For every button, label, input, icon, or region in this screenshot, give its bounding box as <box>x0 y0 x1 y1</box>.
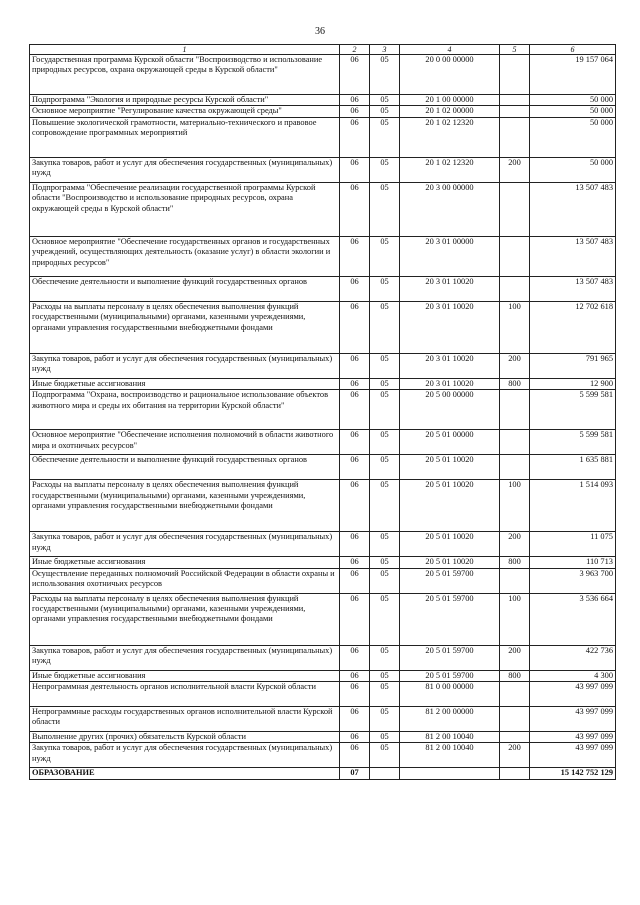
table-row <box>30 182 616 236</box>
row-target-article-cell: 20 5 01 10020 <box>400 557 500 568</box>
row-amount-cell: 13 507 483 <box>530 182 616 236</box>
row-expense-type-cell: 200 <box>500 743 530 768</box>
row-name-cell: Иные бюджетные ассигнования <box>30 378 340 389</box>
row-subsection-cell: 05 <box>370 593 400 645</box>
row-subsection-cell: 05 <box>370 106 400 117</box>
row-name-cell: Выполнение других (прочих) обязательств Курской области <box>30 732 340 743</box>
table-row <box>30 157 616 182</box>
row-expense-type-cell <box>500 455 530 480</box>
row-section-cell: 06 <box>340 568 370 593</box>
row-expense-type-cell: 800 <box>500 557 530 568</box>
row-expense-type-cell <box>500 707 530 732</box>
row-subsection-cell: 05 <box>370 568 400 593</box>
row-target-article-cell: 20 5 01 10020 <box>400 455 500 480</box>
row-subsection-cell: 05 <box>370 378 400 389</box>
row-name-cell: Иные бюджетные ассигнования <box>30 557 340 568</box>
row-subsection-cell: 05 <box>370 532 400 557</box>
row-target-article-cell: 20 1 02 00000 <box>400 106 500 117</box>
row-amount-cell: 13 507 483 <box>530 236 616 276</box>
row-amount-cell: 1 635 881 <box>530 455 616 480</box>
row-name-cell: Обеспечение деятельности и выполнение функций государственных органов <box>30 455 340 480</box>
row-section-cell: 07 <box>340 768 370 780</box>
row-target-article-cell: 20 5 01 59700 <box>400 645 500 670</box>
row-target-article-cell: 20 1 00 00000 <box>400 95 500 106</box>
row-name-cell: Государственная программа Курской области "Воспроизводство и использование природных ресурсов, охрана окружающей среды в Курской области" <box>30 55 340 95</box>
row-name-cell: Основное мероприятие "Обеспечение исполнения полномочий в области животного мира и охотничьих ресурсов" <box>30 430 340 455</box>
row-expense-type-cell: 100 <box>500 480 530 532</box>
row-name-cell: Расходы на выплаты персоналу в целях обеспечения выполнения функций государственными (муниципальными) органами, казенными учреждениями, органами управления государственными внебюджетными фондами <box>30 301 340 353</box>
table-row <box>30 117 616 157</box>
row-name-cell: Непрограммные расходы государственных органов исполнительной власти Курской области <box>30 707 340 732</box>
row-section-cell: 06 <box>340 593 370 645</box>
row-amount-cell: 3 536 664 <box>530 593 616 645</box>
row-section-cell: 06 <box>340 532 370 557</box>
row-target-article-cell: 20 1 02 12320 <box>400 157 500 182</box>
row-section-cell: 06 <box>340 430 370 455</box>
header-cell: 1 <box>30 45 340 55</box>
row-expense-type-cell <box>500 430 530 455</box>
row-subsection-cell <box>370 768 400 780</box>
row-amount-cell: 50 000 <box>530 106 616 117</box>
row-subsection-cell: 05 <box>370 670 400 681</box>
row-section-cell: 06 <box>340 557 370 568</box>
row-name-cell: Расходы на выплаты персоналу в целях обеспечения выполнения функций государственными (муниципальными) органами, казенными учреждениями, органами управления государственными внебюджетными фондами <box>30 593 340 645</box>
row-name-cell: Основное мероприятие "Обеспечение государственных органов и государственных учреждений, осуществляющих деятельность (оказание услуг) в области экологии и природных ресурсов" <box>30 236 340 276</box>
row-expense-type-cell: 200 <box>500 157 530 182</box>
row-section-cell: 06 <box>340 55 370 95</box>
row-expense-type-cell: 200 <box>500 353 530 378</box>
row-name-cell: Закупка товаров, работ и услуг для обеспечения государственных (муниципальных) нужд <box>30 157 340 182</box>
row-target-article-cell: 20 3 01 10020 <box>400 378 500 389</box>
row-amount-cell: 50 000 <box>530 157 616 182</box>
row-amount-cell: 50 000 <box>530 117 616 157</box>
table-row <box>30 732 616 743</box>
header-cell: 4 <box>400 45 500 55</box>
row-name-cell: Закупка товаров, работ и услуг для обеспечения государственных (муниципальных) нужд <box>30 645 340 670</box>
row-name-cell: Закупка товаров, работ и услуг для обеспечения государственных (муниципальных) нужд <box>30 532 340 557</box>
table-header-row <box>30 45 616 55</box>
row-target-article-cell: 20 3 00 00000 <box>400 182 500 236</box>
row-expense-type-cell: 800 <box>500 670 530 681</box>
row-expense-type-cell <box>500 768 530 780</box>
row-amount-cell: 50 000 <box>530 95 616 106</box>
row-target-article-cell: 81 2 00 10040 <box>400 743 500 768</box>
header-cell: 6 <box>530 45 616 55</box>
header-cell: 3 <box>370 45 400 55</box>
row-section-cell: 06 <box>340 645 370 670</box>
row-expense-type-cell <box>500 117 530 157</box>
row-amount-cell: 15 142 752 129 <box>530 768 616 780</box>
row-section-cell: 06 <box>340 455 370 480</box>
row-subsection-cell: 05 <box>370 117 400 157</box>
table-row <box>30 95 616 106</box>
row-name-cell: Подпрограмма "Экология и природные ресурсы Курской области" <box>30 95 340 106</box>
row-amount-cell: 110 713 <box>530 557 616 568</box>
row-section-cell: 06 <box>340 95 370 106</box>
row-section-cell: 06 <box>340 743 370 768</box>
row-amount-cell: 11 075 <box>530 532 616 557</box>
row-subsection-cell: 05 <box>370 645 400 670</box>
row-section-cell: 06 <box>340 301 370 353</box>
row-amount-cell: 791 965 <box>530 353 616 378</box>
table-row <box>30 378 616 389</box>
row-amount-cell: 19 157 064 <box>530 55 616 95</box>
row-section-cell: 06 <box>340 353 370 378</box>
row-expense-type-cell: 200 <box>500 532 530 557</box>
table-row <box>30 390 616 430</box>
row-expense-type-cell <box>500 55 530 95</box>
table-row <box>30 106 616 117</box>
table-row <box>30 455 616 480</box>
row-target-article-cell: 20 3 01 10020 <box>400 353 500 378</box>
row-subsection-cell: 05 <box>370 276 400 301</box>
row-section-cell: 06 <box>340 390 370 430</box>
row-target-article-cell: 20 0 00 00000 <box>400 55 500 95</box>
row-section-cell: 06 <box>340 236 370 276</box>
row-name-cell: Непрограммная деятельность органов исполнительной власти Курской области <box>30 682 340 707</box>
row-section-cell: 06 <box>340 707 370 732</box>
row-name-cell: Обеспечение деятельности и выполнение функций государственных органов <box>30 276 340 301</box>
table-row <box>30 353 616 378</box>
row-subsection-cell: 05 <box>370 732 400 743</box>
page-number: 36 <box>315 26 325 37</box>
row-name-cell: Основное мероприятие "Регулирование качества окружающей среды" <box>30 106 340 117</box>
row-amount-cell: 5 599 581 <box>530 430 616 455</box>
row-subsection-cell: 05 <box>370 353 400 378</box>
row-section-cell: 06 <box>340 276 370 301</box>
row-section-cell: 06 <box>340 682 370 707</box>
row-expense-type-cell <box>500 568 530 593</box>
row-subsection-cell: 05 <box>370 182 400 236</box>
row-target-article-cell: 20 5 01 00000 <box>400 430 500 455</box>
row-target-article-cell: 81 2 00 00000 <box>400 707 500 732</box>
row-subsection-cell: 05 <box>370 390 400 430</box>
row-subsection-cell: 05 <box>370 236 400 276</box>
table-row <box>30 276 616 301</box>
row-target-article-cell: 20 5 00 00000 <box>400 390 500 430</box>
row-name-cell: Осуществление переданных полномочий Российской Федерации в области охраны и использования охотничьих ресурсов <box>30 568 340 593</box>
table-row <box>30 707 616 732</box>
row-expense-type-cell <box>500 732 530 743</box>
row-subsection-cell: 05 <box>370 95 400 106</box>
row-target-article-cell: 20 3 01 10020 <box>400 301 500 353</box>
row-subsection-cell: 05 <box>370 55 400 95</box>
row-name-cell: Повышение экологической грамотности, материально-технического и правовое сопровождение программных мероприятий <box>30 117 340 157</box>
row-subsection-cell: 05 <box>370 301 400 353</box>
row-subsection-cell: 05 <box>370 743 400 768</box>
row-expense-type-cell <box>500 106 530 117</box>
table-row <box>30 768 616 780</box>
table-row <box>30 682 616 707</box>
row-amount-cell: 1 514 093 <box>530 480 616 532</box>
row-name-cell: Иные бюджетные ассигнования <box>30 670 340 681</box>
row-target-article-cell <box>400 768 500 780</box>
row-target-article-cell: 81 2 00 10040 <box>400 732 500 743</box>
row-section-cell: 06 <box>340 117 370 157</box>
row-amount-cell: 4 300 <box>530 670 616 681</box>
row-subsection-cell: 05 <box>370 707 400 732</box>
row-section-cell: 06 <box>340 480 370 532</box>
row-target-article-cell: 81 0 00 00000 <box>400 682 500 707</box>
table-body <box>30 55 616 780</box>
row-amount-cell: 43 997 099 <box>530 682 616 707</box>
row-target-article-cell: 20 1 02 12320 <box>400 117 500 157</box>
row-name-cell: Закупка товаров, работ и услуг для обеспечения государственных (муниципальных) нужд <box>30 743 340 768</box>
row-name-cell: Закупка товаров, работ и услуг для обеспечения государственных (муниципальных) нужд <box>30 353 340 378</box>
row-section-cell: 06 <box>340 670 370 681</box>
row-expense-type-cell: 100 <box>500 593 530 645</box>
row-expense-type-cell: 200 <box>500 645 530 670</box>
row-target-article-cell: 20 5 01 59700 <box>400 568 500 593</box>
row-name-cell: Подпрограмма "Охрана, воспроизводство и рациональное использование объектов животного мира и среды их обитания на территории Курской области" <box>30 390 340 430</box>
table-row <box>30 430 616 455</box>
row-expense-type-cell <box>500 236 530 276</box>
row-expense-type-cell <box>500 95 530 106</box>
row-amount-cell: 5 599 581 <box>530 390 616 430</box>
row-section-cell: 06 <box>340 106 370 117</box>
table-row <box>30 236 616 276</box>
row-target-article-cell: 20 3 01 10020 <box>400 276 500 301</box>
row-subsection-cell: 05 <box>370 557 400 568</box>
table-row <box>30 645 616 670</box>
row-target-article-cell: 20 5 01 59700 <box>400 593 500 645</box>
row-amount-cell: 43 997 099 <box>530 743 616 768</box>
table-row <box>30 670 616 681</box>
row-expense-type-cell: 100 <box>500 301 530 353</box>
row-section-cell: 06 <box>340 157 370 182</box>
row-expense-type-cell <box>500 390 530 430</box>
row-subsection-cell: 05 <box>370 682 400 707</box>
row-expense-type-cell <box>500 276 530 301</box>
budget-table <box>29 44 616 780</box>
header-cell: 5 <box>500 45 530 55</box>
table-row <box>30 532 616 557</box>
row-section-cell: 06 <box>340 378 370 389</box>
row-section-cell: 06 <box>340 732 370 743</box>
table-row <box>30 593 616 645</box>
table-row <box>30 55 616 95</box>
row-subsection-cell: 05 <box>370 157 400 182</box>
row-target-article-cell: 20 5 01 10020 <box>400 480 500 532</box>
row-amount-cell: 43 997 099 <box>530 707 616 732</box>
row-amount-cell: 12 900 <box>530 378 616 389</box>
row-amount-cell: 422 736 <box>530 645 616 670</box>
table-row <box>30 301 616 353</box>
table-row <box>30 568 616 593</box>
row-name-cell: Подпрограмма "Обеспечение реализации государственной программы Курской области "Воспроизводство и использование природных ресурсов, охрана окружающей среды в Курской области" <box>30 182 340 236</box>
row-expense-type-cell <box>500 682 530 707</box>
row-expense-type-cell: 800 <box>500 378 530 389</box>
row-amount-cell: 43 997 099 <box>530 732 616 743</box>
row-subsection-cell: 05 <box>370 430 400 455</box>
row-amount-cell: 3 963 700 <box>530 568 616 593</box>
row-amount-cell: 13 507 483 <box>530 276 616 301</box>
table-row <box>30 743 616 768</box>
row-subsection-cell: 05 <box>370 455 400 480</box>
row-section-cell: 06 <box>340 182 370 236</box>
row-target-article-cell: 20 3 01 00000 <box>400 236 500 276</box>
row-expense-type-cell <box>500 182 530 236</box>
table-row <box>30 557 616 568</box>
row-target-article-cell: 20 5 01 59700 <box>400 670 500 681</box>
table-row <box>30 480 616 532</box>
row-target-article-cell: 20 5 01 10020 <box>400 532 500 557</box>
row-amount-cell: 12 702 618 <box>530 301 616 353</box>
row-name-cell: ОБРАЗОВАНИЕ <box>30 768 340 780</box>
row-name-cell: Расходы на выплаты персоналу в целях обеспечения выполнения функций государственными (муниципальными) органами, казенными учреждениями, органами управления государственными внебюджетными фондами <box>30 480 340 532</box>
row-subsection-cell: 05 <box>370 480 400 532</box>
header-cell: 2 <box>340 45 370 55</box>
